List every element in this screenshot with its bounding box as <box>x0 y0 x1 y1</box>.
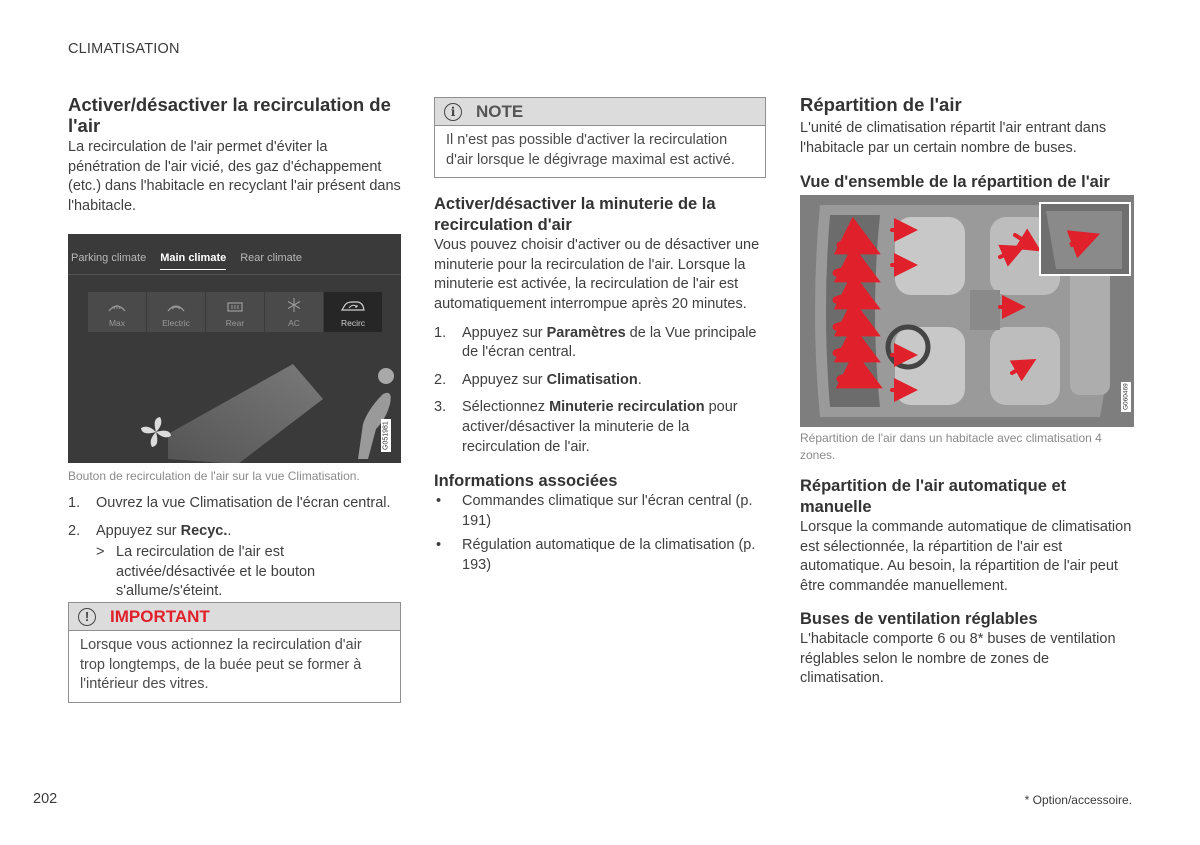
step-result: > La recirculation de l'air est activée/désactivée et le bouton s'allume/s'éteint. <box>96 544 316 600</box>
ac-snowflake-icon <box>286 297 302 313</box>
electric-defrost-button <box>147 292 205 332</box>
text-adjustable-vents: L'habitacle comporte 6 ou 8* buses de ventilation réglables selon le nombre de zones de climatisation. <box>800 631 1116 687</box>
step-1: 1. Ouvrez la vue Climatisation de l'écran central. <box>68 495 391 511</box>
important-text: Lorsque vous actionnez la recirculation d'air trop longtemps, de la buée peut se former à l'intérieur des vitres. <box>80 637 362 693</box>
related-links <box>434 492 766 575</box>
important-box <box>68 602 401 703</box>
max-defrost-button <box>88 292 146 332</box>
heading-adjustable-vents: Buses de ventilation réglables <box>800 610 1038 628</box>
electric-label: Electric <box>162 318 190 328</box>
text-auto-manual: Lorsque la commande automatique de climatisation est sélectionnée, la répartition de l'air est automatique. Au besoin, la répartition de l'air peut être commandée manuellement. <box>800 519 1132 594</box>
screen-tabs <box>71 252 316 270</box>
climate-screen-illustration <box>68 234 401 463</box>
ac-label: AC <box>288 318 300 328</box>
column-recirculation <box>68 94 401 693</box>
note-text: Il n'est pas possible d'activer la recirculation d'air lorsque le dégivrage maximal est activé. <box>446 132 735 168</box>
heading-related: Informations associées <box>434 472 618 491</box>
rear-defrost-button <box>206 292 264 332</box>
tab-parking-climate: Parking climate <box>71 252 147 264</box>
tab-rear-climate: Rear climate <box>240 252 302 264</box>
note-box <box>434 97 766 178</box>
timer-step-1: 1. Appuyez sur Paramètres de la Vue principale de l'écran central. <box>434 324 757 361</box>
page-number: 202 <box>33 791 58 807</box>
column-distribution <box>800 94 1134 687</box>
max-defrost-icon <box>107 301 127 313</box>
footnote: * Option/accessoire. <box>1024 793 1132 807</box>
airflow-illustration <box>168 364 401 463</box>
intro-distribution: L'unité de climatisation répartit l'air entrant dans l'habitacle par un certain nombre de buses. <box>800 120 1107 156</box>
recirc-button <box>324 292 382 332</box>
warning-icon: ! <box>78 608 96 626</box>
recirculation-car-icon <box>340 299 366 313</box>
heading-timer: Activer/désactiver la minuterie de la recirculation d'air <box>434 195 716 235</box>
note-header <box>435 98 765 126</box>
air-distribution-illustration <box>800 195 1134 427</box>
column-timer <box>434 94 766 581</box>
image-code: G060469 <box>1122 383 1130 411</box>
timer-step-3: 3. Sélectionnez Minuterie recirculation pour activer/désactiver la minuterie de la recirculation de l'air. <box>434 399 738 455</box>
heading-distribution: Répartition de l'air <box>800 94 962 115</box>
step-2: 2. Appuyez sur Recyc.. <box>68 522 232 539</box>
section-header: CLIMATISATION <box>68 41 180 57</box>
intro-timer: Vous pouvez choisir d'activer ou de désactiver une minuterie pour la recirculation de l'air. Lorsque la minuterie est activée, la recirculation de l'air est automatiquement interrompue après 20 minutes. <box>434 237 760 312</box>
important-title: IMPORTANT <box>110 606 210 626</box>
related-item-2[interactable]: • Régulation automatique de la climatisation (p. 193) <box>436 537 756 573</box>
climate-buttons <box>88 292 383 332</box>
recirc-label: Recirc <box>340 318 366 328</box>
caption-distribution: Répartition de l'air dans un habitacle avec climatisation 4 zones. <box>800 431 1102 462</box>
timer-step-2: 2. Appuyez sur Climatisation. <box>434 371 642 388</box>
important-header <box>69 603 400 631</box>
heading-recirculation: Activer/désactiver la recirculation de l'air <box>68 94 391 136</box>
info-icon: i <box>444 103 462 121</box>
heading-overview: Vue d'ensemble de la répartition de l'air <box>800 173 1110 191</box>
tab-divider <box>68 274 401 275</box>
related-item-1[interactable]: • Commandes climatique sur l'écran central (p. 191) <box>436 493 753 529</box>
intro-recirculation: La recirculation de l'air permet d'éviter la pénétration de l'air vicié, des gaz d'échappement (etc.) dans l'habitacle en recyclant l'air présent dans l'habitacle. <box>68 139 401 214</box>
note-title: NOTE <box>476 101 524 121</box>
tab-main-climate: Main climate <box>160 252 226 270</box>
rear-label: Rear <box>225 318 245 328</box>
car-interior-image <box>800 195 1134 427</box>
timer-steps <box>434 324 766 458</box>
max-label: Max <box>108 318 126 328</box>
caption-recirculation: Bouton de recirculation de l'air sur la vue Climatisation. <box>68 469 360 483</box>
fan-icon <box>138 414 174 450</box>
recirculation-steps <box>68 494 401 541</box>
ac-button <box>265 292 323 332</box>
rear-defrost-icon <box>225 301 245 313</box>
heading-auto-manual: Répartition de l'air automatique et manuelle <box>800 477 1067 516</box>
image-code: G051981 <box>381 419 391 452</box>
electric-defrost-icon <box>166 301 186 313</box>
